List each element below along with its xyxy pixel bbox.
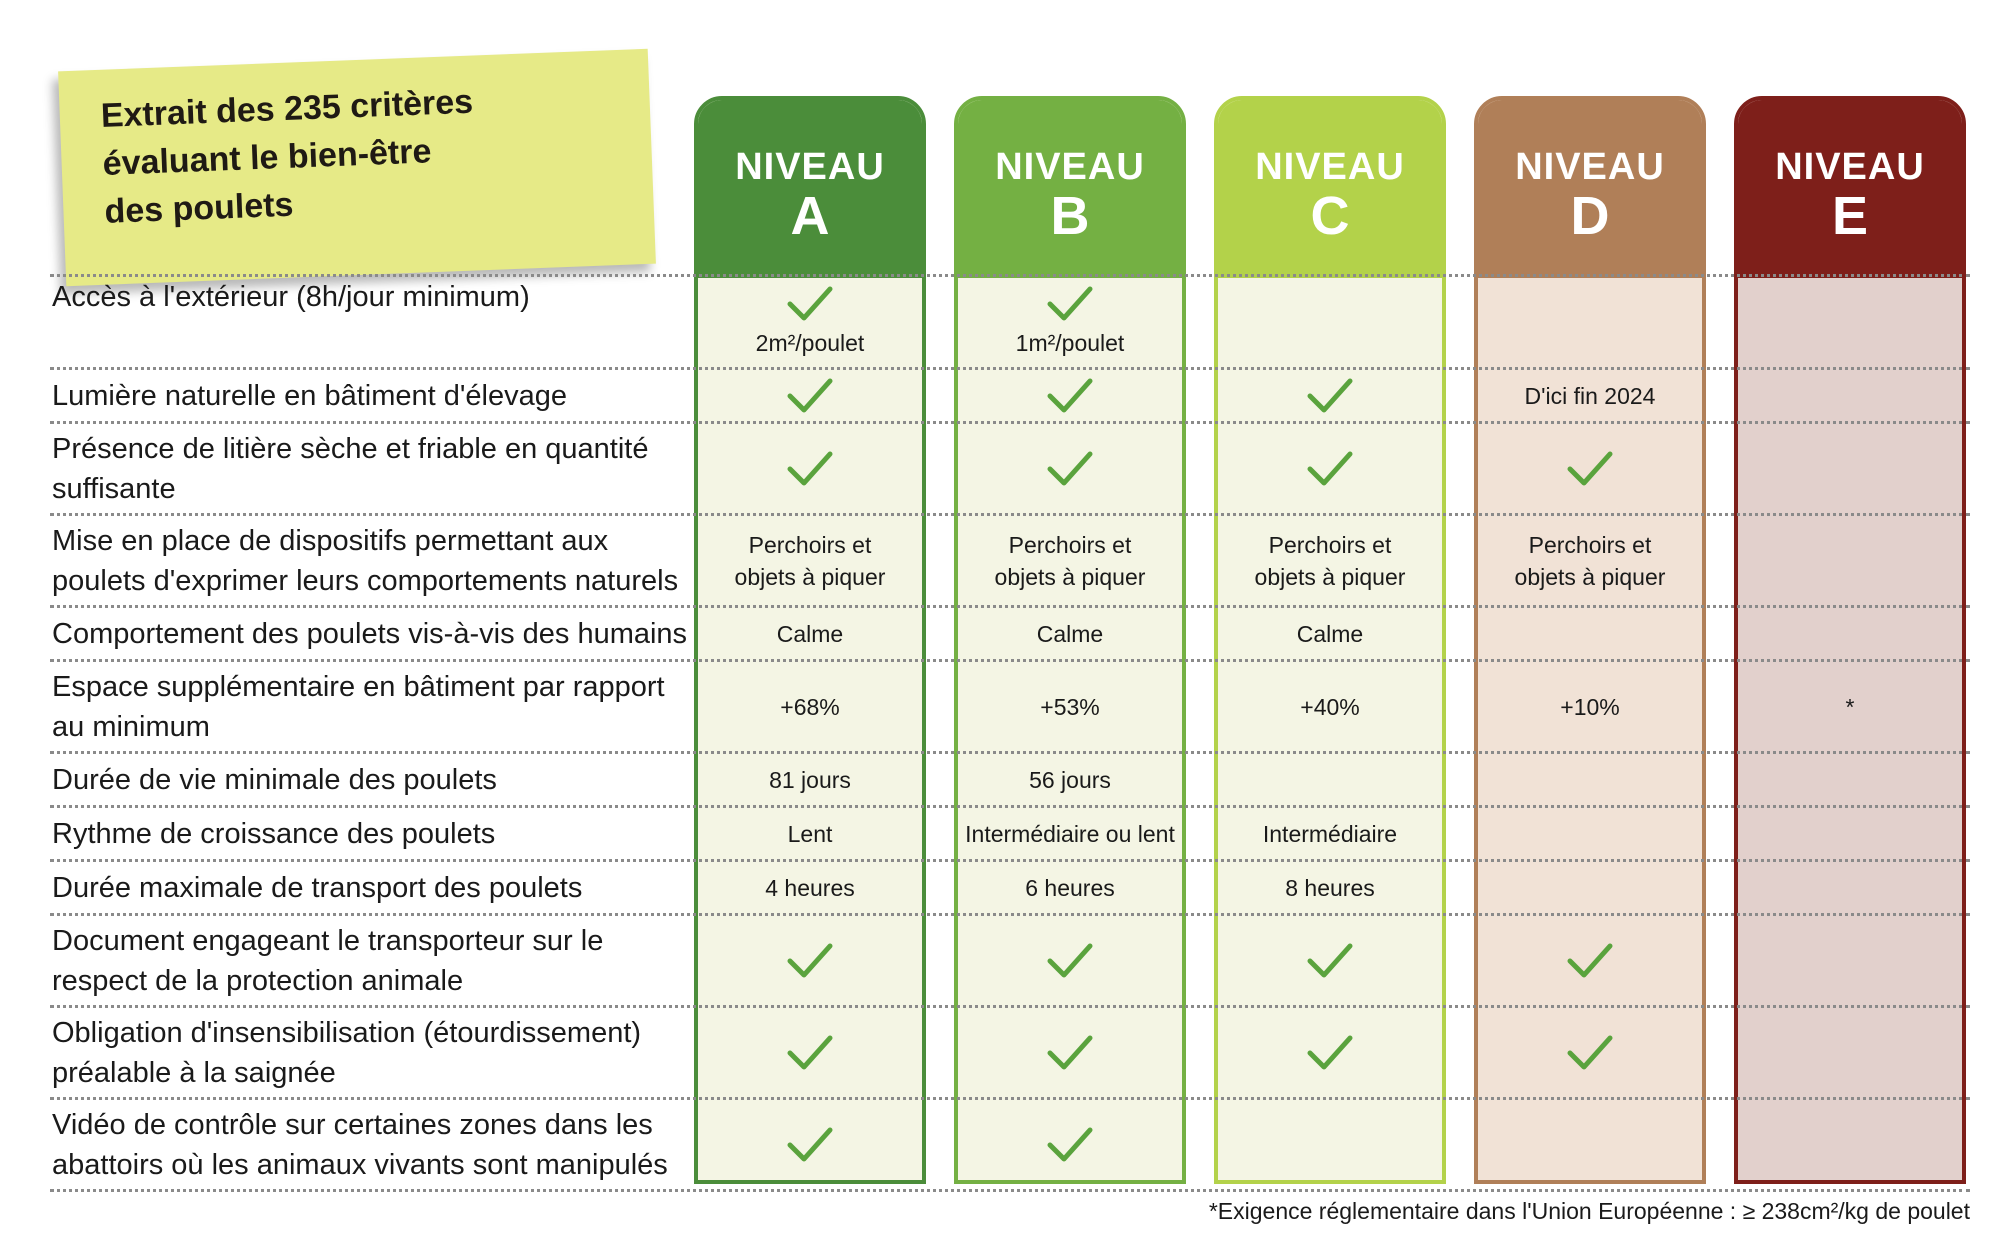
criterion-value-a bbox=[694, 662, 926, 751]
table-title bbox=[100, 76, 525, 236]
level-header bbox=[958, 100, 1182, 278]
level-letter: A bbox=[790, 186, 830, 246]
value-text: +68% bbox=[780, 693, 840, 720]
value-text: Intermédiaire bbox=[1262, 820, 1398, 847]
level-letter: E bbox=[1831, 186, 1869, 246]
row-separator bbox=[50, 1189, 1970, 1192]
criterion-value-a bbox=[694, 808, 926, 859]
level-prefix: NIVEAU bbox=[1775, 146, 1925, 188]
level-prefix: NIVEAU bbox=[1255, 146, 1405, 188]
criterion-label: Document engageant le transporteur sur le respect de la protection animale bbox=[52, 924, 604, 997]
criterion-value-a bbox=[694, 516, 926, 605]
checkmark-icon bbox=[787, 377, 833, 415]
criterion-value-a bbox=[694, 862, 926, 913]
checkmark-icon bbox=[1047, 1034, 1093, 1072]
level-letter: C bbox=[1310, 186, 1350, 246]
checkmark-icon bbox=[787, 450, 833, 488]
criterion-value-d bbox=[1474, 1008, 1706, 1097]
criterion-value-d bbox=[1474, 608, 1706, 659]
criterion-value-c bbox=[1214, 424, 1446, 513]
value-text: 8 heures bbox=[1285, 874, 1375, 901]
criterion-value-e bbox=[1734, 862, 1966, 913]
criterion-label: Durée de vie minimale des poulets bbox=[52, 763, 497, 796]
value-text: +53% bbox=[1040, 693, 1100, 720]
criterion-value-d bbox=[1474, 424, 1706, 513]
checkmark-icon bbox=[787, 1034, 833, 1072]
criterion-value-b bbox=[954, 862, 1186, 913]
criterion-value-e bbox=[1734, 916, 1966, 1005]
criterion-value-b bbox=[954, 916, 1186, 1005]
criterion-label: Présence de litière sèche et friable en quantité suffisante bbox=[52, 432, 649, 505]
checkmark-icon bbox=[1307, 450, 1353, 488]
criterion-value-a bbox=[694, 754, 926, 805]
criterion-value-b bbox=[954, 277, 1186, 367]
checkmark-icon bbox=[1567, 942, 1613, 980]
criterion-value-e bbox=[1734, 754, 1966, 805]
criterion-label: Vidéo de contrôle sur certaines zones dans les abattoirs où les animaux vivants sont manipulés bbox=[52, 1108, 668, 1181]
criterion-value-c bbox=[1214, 808, 1446, 859]
criterion-value-b bbox=[954, 662, 1186, 751]
criterion-value-e bbox=[1734, 1100, 1966, 1189]
criterion-value-e bbox=[1734, 277, 1966, 367]
criterion-label: Espace supplémentaire en bâtiment par rapport au minimum bbox=[52, 670, 665, 743]
criterion-value-e bbox=[1734, 516, 1966, 605]
criterion-value-c bbox=[1214, 277, 1446, 367]
title-line-1: Extrait des 235 critères bbox=[100, 82, 474, 135]
criterion-value-d bbox=[1474, 916, 1706, 1005]
value-text: +40% bbox=[1300, 693, 1360, 720]
value-text: 2m²/poulet bbox=[755, 330, 865, 356]
checkmark-icon bbox=[1307, 942, 1353, 980]
criterion-value-b bbox=[954, 808, 1186, 859]
footnote: *Exigence réglementaire dans l'Union Européenne : ≥ 238cm²/kg de poulet bbox=[1208, 1198, 1970, 1224]
title-line-2: évaluant le bien-être bbox=[102, 132, 433, 183]
criterion-value-c bbox=[1214, 916, 1446, 1005]
criterion-value-d bbox=[1474, 754, 1706, 805]
checkmark-icon bbox=[1047, 942, 1093, 980]
value-text: Perchoirs et objets à piquer bbox=[1254, 531, 1406, 590]
criterion-value-c bbox=[1214, 608, 1446, 659]
level-header bbox=[1478, 100, 1702, 278]
checkmark-icon bbox=[1047, 450, 1093, 488]
level-header bbox=[698, 100, 922, 278]
criterion-value-c bbox=[1214, 1100, 1446, 1189]
criterion-value-a bbox=[694, 1100, 926, 1189]
criterion-label: Comportement des poulets vis-à-vis des humains bbox=[52, 617, 688, 650]
criterion-label: Rythme de croissance des poulets bbox=[52, 817, 496, 850]
criterion-value-e bbox=[1734, 808, 1966, 859]
criterion-value-c bbox=[1214, 662, 1446, 751]
value-text: 6 heures bbox=[1025, 874, 1115, 901]
value-text: Calme bbox=[1036, 620, 1104, 647]
level-header bbox=[1738, 100, 1962, 278]
criterion-value-a bbox=[694, 1008, 926, 1097]
checkmark-icon bbox=[1307, 377, 1353, 415]
value-text: 1m²/poulet bbox=[1015, 330, 1125, 356]
criterion-value-c bbox=[1214, 1008, 1446, 1097]
criterion-value-d bbox=[1474, 1100, 1706, 1189]
criterion-label: Durée maximale de transport des poulets bbox=[52, 871, 583, 904]
criterion-value-e bbox=[1734, 608, 1966, 659]
value-text: +10% bbox=[1560, 693, 1620, 720]
checkmark-icon bbox=[1047, 1126, 1093, 1164]
criterion-value-c bbox=[1214, 370, 1446, 421]
criterion-label: Lumière naturelle en bâtiment d'élevage bbox=[52, 379, 567, 412]
value-text: Perchoirs et objets à piquer bbox=[734, 531, 886, 590]
criterion-value-e bbox=[1734, 662, 1966, 751]
checkmark-icon bbox=[787, 942, 833, 980]
criterion-value-b bbox=[954, 754, 1186, 805]
value-text: Intermédiaire ou lent bbox=[965, 820, 1175, 847]
criterion-value-c bbox=[1214, 862, 1446, 913]
title-line-3: des poulets bbox=[103, 185, 295, 231]
checkmark-icon bbox=[1567, 1034, 1613, 1072]
value-text: 56 jours bbox=[1029, 766, 1111, 793]
checkmark-icon bbox=[1047, 285, 1093, 323]
criterion-value-b bbox=[954, 1008, 1186, 1097]
criterion-value-b bbox=[954, 1100, 1186, 1189]
criterion-value-d bbox=[1474, 516, 1706, 605]
criterion-value-c bbox=[1214, 754, 1446, 805]
value-text: * bbox=[1845, 693, 1855, 720]
value-text: D'ici fin 2024 bbox=[1524, 382, 1656, 409]
criterion-value-d bbox=[1474, 862, 1706, 913]
level-prefix: NIVEAU bbox=[735, 146, 885, 188]
criterion-label: Accès à l'extérieur (8h/jour minimum) bbox=[52, 281, 530, 313]
criterion-value-b bbox=[954, 516, 1186, 605]
criterion-value-e bbox=[1734, 424, 1966, 513]
criterion-value-d bbox=[1474, 277, 1706, 367]
checkmark-icon bbox=[1047, 377, 1093, 415]
value-text: 4 heures bbox=[765, 874, 855, 901]
criterion-label: Mise en place de dispositifs permettant aux poulets d'exprimer leurs comportements naturels bbox=[52, 524, 679, 597]
level-header bbox=[1218, 100, 1442, 278]
checkmark-icon bbox=[787, 285, 833, 323]
criterion-value-b bbox=[954, 424, 1186, 513]
checkmark-icon bbox=[787, 1126, 833, 1164]
criterion-value-e bbox=[1734, 370, 1966, 421]
level-letter: B bbox=[1050, 186, 1090, 246]
level-letter: D bbox=[1570, 186, 1610, 246]
criterion-value-e bbox=[1734, 1008, 1966, 1097]
criterion-value-c bbox=[1214, 516, 1446, 605]
value-text: Perchoirs et objets à piquer bbox=[994, 531, 1146, 590]
value-text: Calme bbox=[776, 620, 844, 647]
checkmark-icon bbox=[1307, 1034, 1353, 1072]
criterion-value-d bbox=[1474, 370, 1706, 421]
criterion-value-a bbox=[694, 277, 926, 367]
criterion-value-a bbox=[694, 370, 926, 421]
criterion-value-d bbox=[1474, 662, 1706, 751]
criterion-value-b bbox=[954, 370, 1186, 421]
level-prefix: NIVEAU bbox=[995, 146, 1145, 188]
value-text: Perchoirs et objets à piquer bbox=[1514, 531, 1666, 590]
criterion-label: Obligation d'insensibilisation (étourdissement) préalable à la saignée bbox=[52, 1016, 642, 1089]
level-prefix: NIVEAU bbox=[1515, 146, 1665, 188]
value-text: 81 jours bbox=[769, 766, 851, 793]
criterion-value-a bbox=[694, 424, 926, 513]
value-text: Calme bbox=[1296, 620, 1364, 647]
value-text: Lent bbox=[787, 820, 833, 847]
criterion-value-a bbox=[694, 608, 926, 659]
criterion-value-b bbox=[954, 608, 1186, 659]
checkmark-icon bbox=[1567, 450, 1613, 488]
criterion-value-d bbox=[1474, 808, 1706, 859]
criterion-value-a bbox=[694, 916, 926, 1005]
